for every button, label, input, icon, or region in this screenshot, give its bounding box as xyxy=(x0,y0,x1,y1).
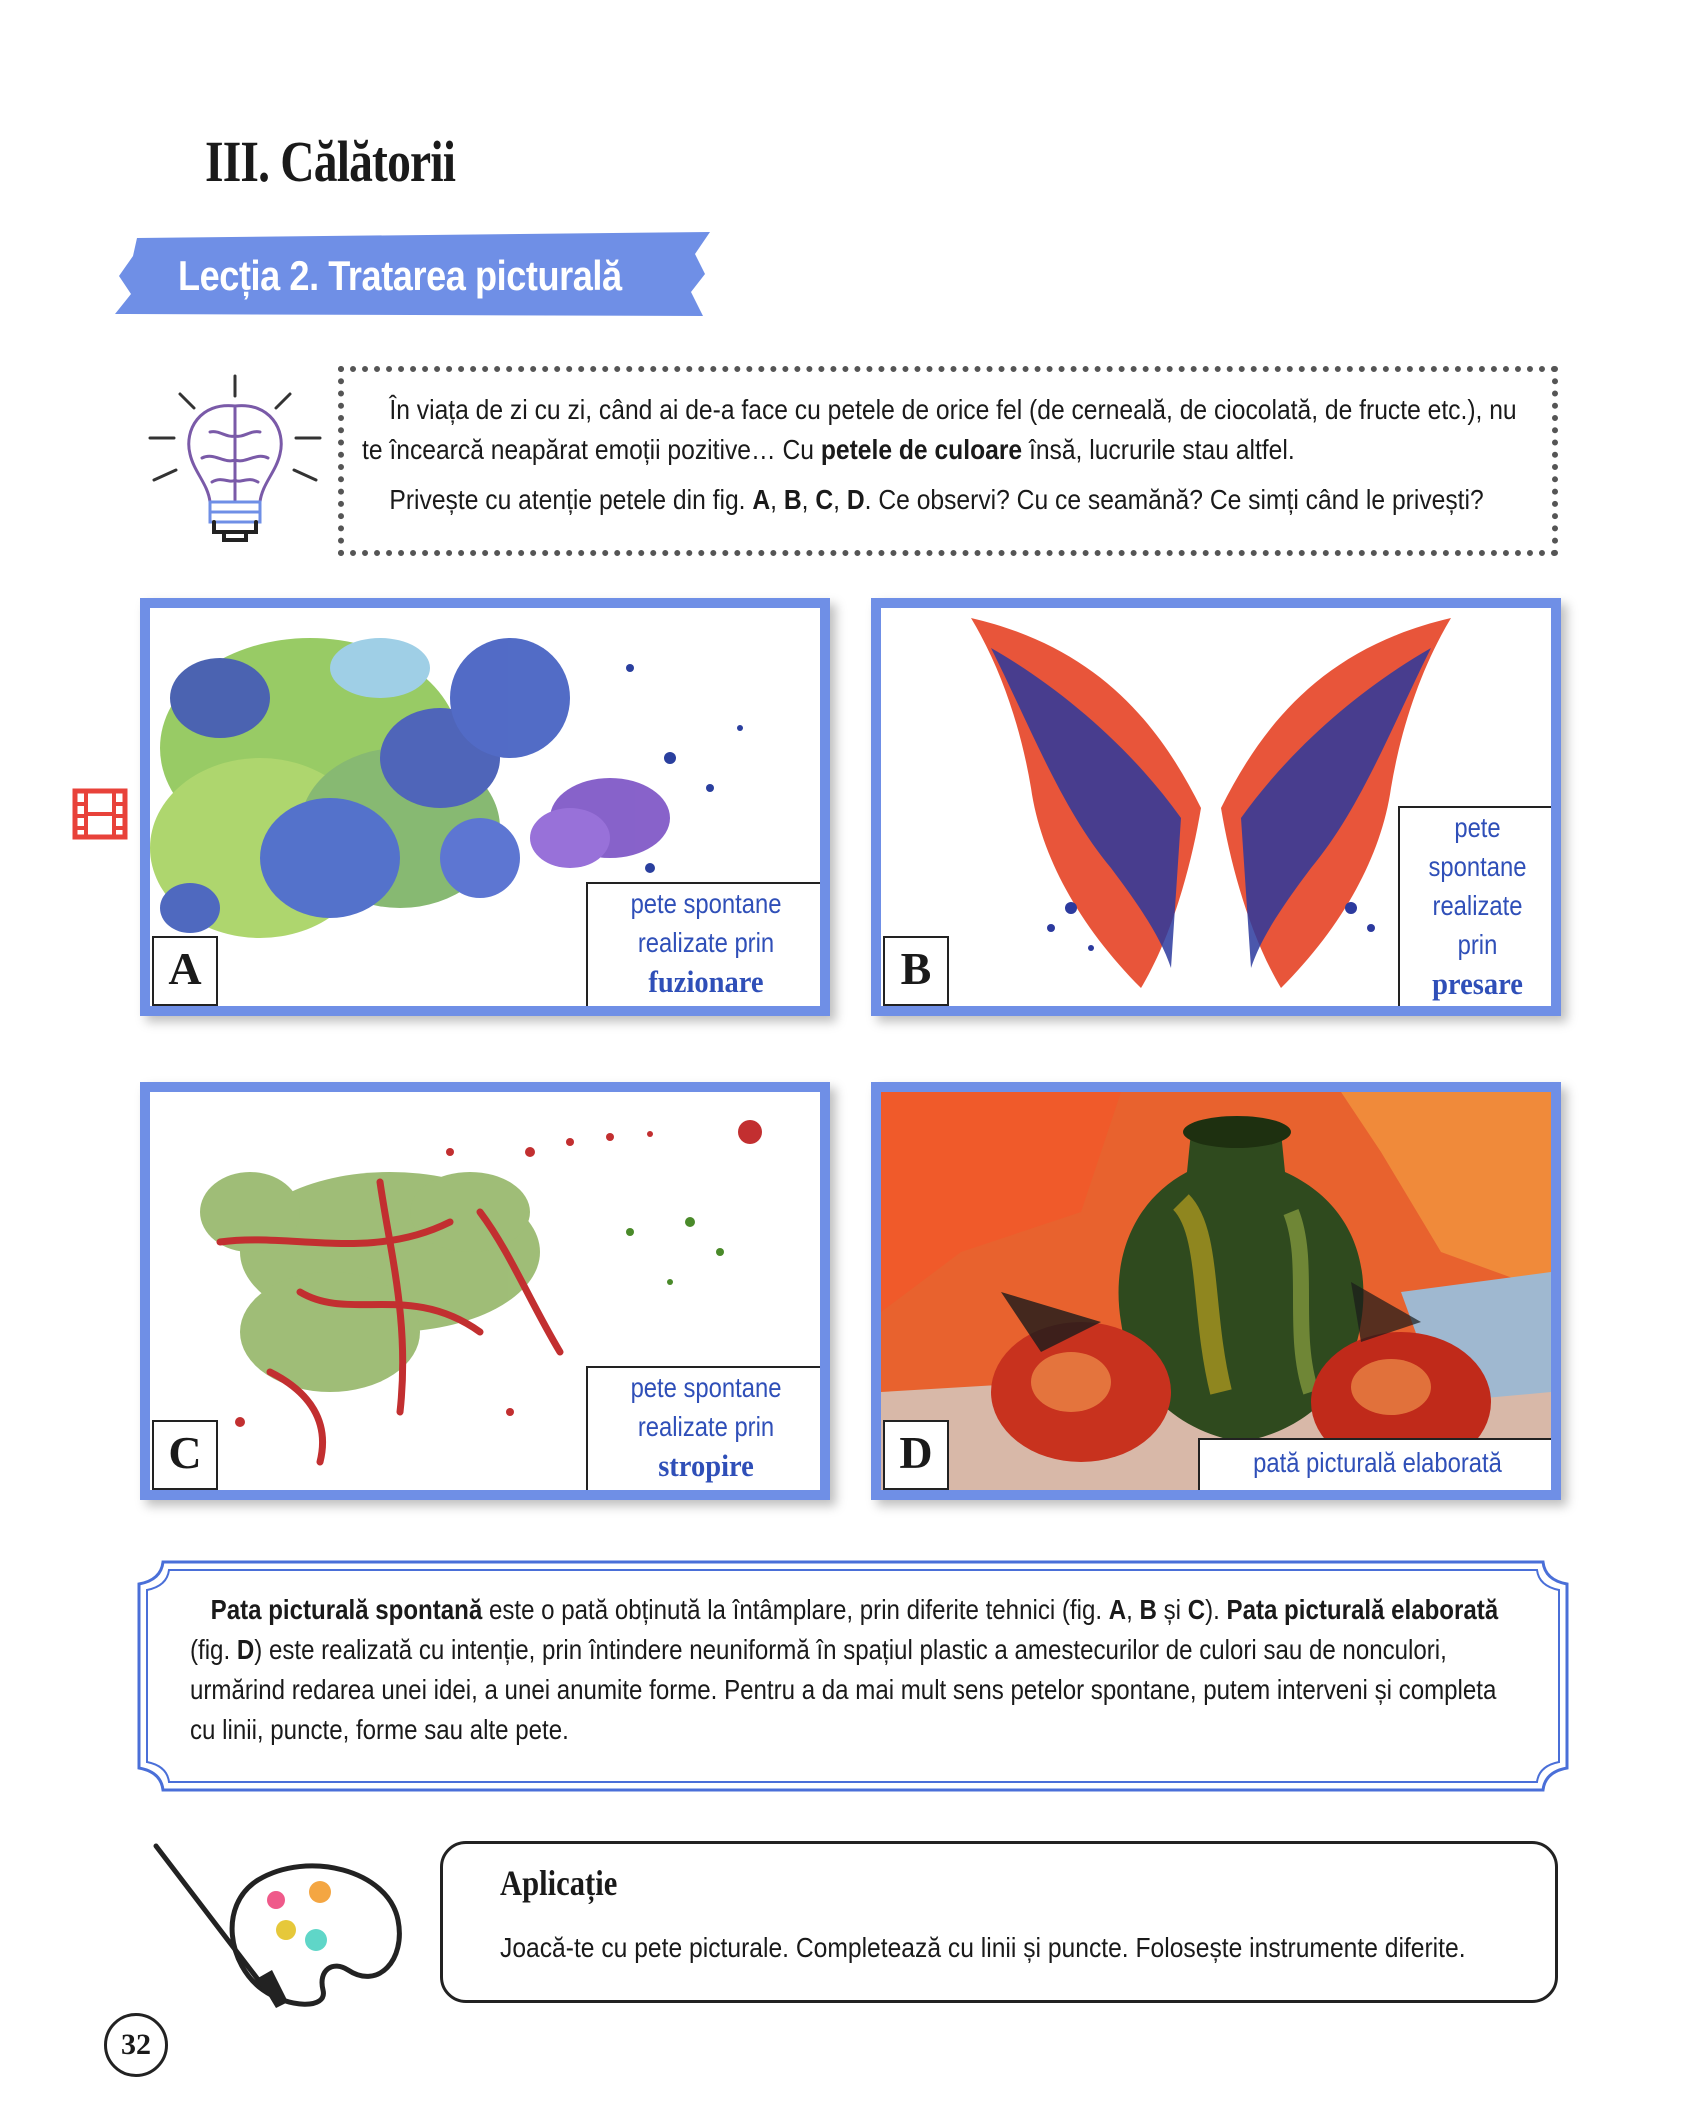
figure-b xyxy=(871,598,1561,1016)
figure-c xyxy=(140,1082,830,1500)
figure-c-letter: C xyxy=(152,1420,218,1490)
figure-d-letter: D xyxy=(883,1420,949,1490)
intro-paragraph-1: În viața de zi cu zi, când ai de-a face cu petele de orice fel (de cerneală, de ciocolată, de fructe etc.), nu te încearcă neapărat emoții pozitive… Cu petele de culoare însă, lucrurile stau altfel. xyxy=(362,394,1517,465)
figure-a-letter: A xyxy=(152,936,218,1006)
definition-paragraph: Pata picturală spontană este o pată obținută la întâmplare, prin diferite tehnici (fig. A, B și C). Pata picturală elaborată (fig. D) este realizată cu intenție, prin întindere neuniformă în spațiul plastic a amestecurilor de culori sau de nonculori, urmărind redarea unei idei, a unei anumite forme. Pentru a da mai mult sens petelor spontane, putem interveni și completa cu linii, puncte, forme sau alte pete. xyxy=(190,1594,1499,1745)
figure-a-caption: pete spontane realizate prin fuzionare xyxy=(586,882,826,1008)
palette-brush-icon xyxy=(148,1840,408,2010)
figure-d-caption: pată picturală elaborată xyxy=(1198,1438,1557,1492)
film-icon xyxy=(72,788,128,840)
figure-d-image xyxy=(881,1092,1551,1490)
intro-paragraph-2: Privește cu atenție petele din fig. A, B, C, D. Ce observi? Cu ce seamănă? Ce simți când le privești? xyxy=(389,484,1484,515)
chapter-title: III. Călătorii xyxy=(205,129,456,194)
figure-a xyxy=(140,598,830,1016)
lightbulb-brain-icon xyxy=(140,372,330,557)
figure-c-caption: pete spontane realizate prin stropire xyxy=(586,1366,826,1492)
figure-b-letter: B xyxy=(883,936,949,1006)
figure-b-caption: pete spontane realizate prin presare xyxy=(1398,806,1557,1008)
application-title: Aplicație xyxy=(500,1863,618,1903)
figure-d xyxy=(871,1082,1561,1500)
intro-text xyxy=(362,390,1517,520)
page-number: 32 xyxy=(104,2013,168,2077)
lesson-title: Lecția 2. Tratarea picturală xyxy=(178,252,622,299)
application-text: Joacă-te cu pete picturale. Completează cu linii și puncte. Folosește instrumente diferite. xyxy=(500,1932,1466,1963)
definition-text xyxy=(190,1590,1499,1750)
